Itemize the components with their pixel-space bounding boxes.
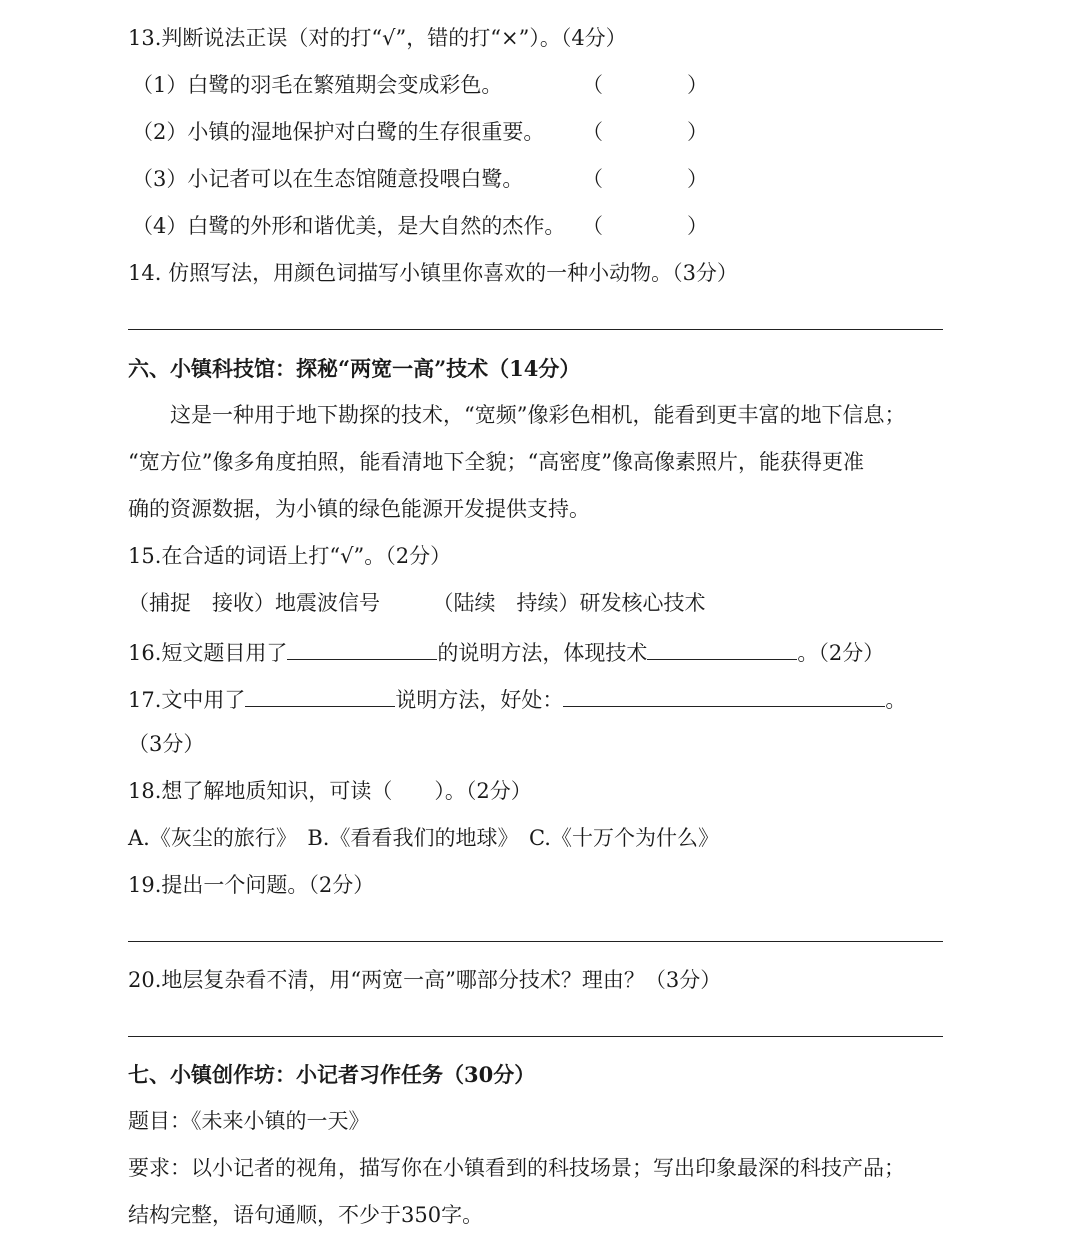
section7-requirements-line-1: 要求：以小记者的视角，描写你在小镇看到的科技场景；写出印象最深的科技产品； <box>128 1156 905 1180</box>
q13-item-4-text: （4）白鹭的外形和谐优美，是大自然的杰作。 <box>132 214 566 238</box>
section7-title-line: 题目：《未来小镇的一天》 <box>128 1109 370 1133</box>
q16-blank-1[interactable] <box>287 640 437 660</box>
q17-text-3: 。 <box>885 688 907 712</box>
q18-stem: 18.想了解地质知识，可读（ ）。（2分） <box>128 779 532 803</box>
q18-options[interactable]: A.《灰尘的旅行》 B.《看看我们的地球》 C.《十万个为什么》 <box>128 826 719 850</box>
q16-blank-2[interactable] <box>647 640 797 660</box>
section7-heading: 七、小镇创作坊：小记者习作任务（30分） <box>128 1062 536 1087</box>
q20-stem: 20.地层复杂看不清，用“两宽一高”哪部分技术？理由？（3分） <box>128 968 722 992</box>
q20-answer-line[interactable] <box>128 1036 943 1037</box>
q17-blank-2[interactable] <box>563 687 885 707</box>
q13-item-1-answer-bracket[interactable]: （ ） <box>582 73 708 97</box>
q13-item-2-text: （2）小镇的湿地保护对白鹭的生存很重要。 <box>132 120 545 144</box>
section7-requirements-line-2: 结构完整，语句通顺，不少于350字。 <box>128 1203 484 1227</box>
section6-passage-line-1: 这是一种用于地下勘探的技术，“宽频”像彩色相机，能看到更丰富的地下信息； <box>128 403 906 427</box>
q19-stem: 19.提出一个问题。（2分） <box>128 873 375 897</box>
q17-score: （3分） <box>128 732 205 756</box>
q17-line <box>128 687 906 711</box>
q14-stem: 14. 仿照写法，用颜色词描写小镇里你喜欢的一种小动物。（3分） <box>128 261 738 285</box>
section6-heading: 六、小镇科技馆：探秘“两宽一高”技术（14分） <box>128 356 581 381</box>
q16-line <box>128 640 884 664</box>
q13-item-3-answer-bracket[interactable]: （ ） <box>582 167 708 191</box>
q16-text-2: 的说明方法，体现技术 <box>437 641 648 665</box>
q16-text-1: 16.短文题目用了 <box>128 641 288 665</box>
q16-text-3: 。（2分） <box>797 641 885 665</box>
q13-stem: 13.判断说法正误（对的打“√”，错的打“×”）。（4分） <box>128 26 627 50</box>
q17-text-2: 说明方法，好处： <box>395 688 564 712</box>
q13-item-4-answer-bracket[interactable]: （ ） <box>582 214 708 238</box>
q13-item-3-text: （3）小记者可以在生态馆随意投喂白鹭。 <box>132 167 524 191</box>
q15-word-options[interactable]: （捕捉 接收）地震波信号 （陆续 持续）研发核心技术 <box>128 591 706 615</box>
section6-passage-line-2: “宽方位”像多角度拍照，能看清地下全貌；“高密度”像高像素照片，能获得更准 <box>128 450 864 474</box>
q14-answer-line[interactable] <box>128 329 943 330</box>
q13-item-2-answer-bracket[interactable]: （ ） <box>582 120 708 144</box>
section6-passage-line-3: 确的资源数据，为小镇的绿色能源开发提供支持。 <box>128 497 590 521</box>
q15-stem: 15.在合适的词语上打“√”。（2分） <box>128 544 452 568</box>
q17-text-1: 17.文中用了 <box>128 688 246 712</box>
q13-item-1-text: （1）白鹭的羽毛在繁殖期会变成彩色。 <box>132 73 503 97</box>
q19-answer-line[interactable] <box>128 941 943 942</box>
q17-blank-1[interactable] <box>245 687 395 707</box>
